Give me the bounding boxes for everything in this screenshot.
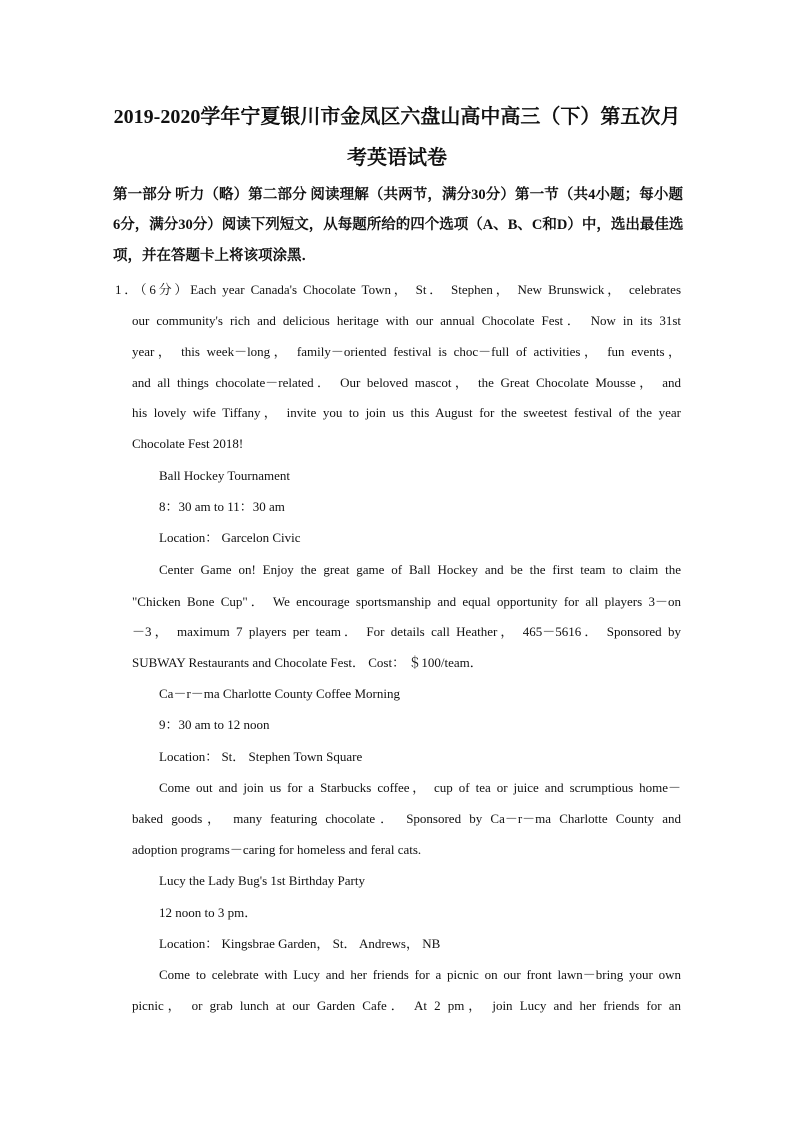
section-instruction-line: 项，并在答题卡上将该项涂黑．	[113, 248, 316, 264]
passage-line: baked goods， many featuring chocolate． Sponsored by Ca－r－ma Charlotte County and	[132, 811, 681, 826]
section-instruction-line: 第一部分 听力（略）第二部分 阅读理解（共两节，满分30分）第一节（共4小题；每小题	[113, 187, 683, 203]
event-location: Location： Kingsbrae Garden， St． Andrews， NB	[159, 936, 441, 951]
exam-title-line-2: 考英语试卷	[347, 147, 447, 169]
event-title: Lucy the Lady Bug's 1st Birthday Party	[159, 873, 365, 888]
event-location: Location： St． Stephen Town Square	[159, 749, 363, 764]
section-instruction-line: 6分，满分30分）阅读下列短文，从每题所给的四个选项（A、B、C和D）中，选出最佳选	[113, 217, 684, 233]
passage-line: Come out and join us for a Starbucks coffee， cup of tea or juice and scrumptious home－	[159, 780, 681, 795]
passage-line: －3， maximum 7 players per team． For details call Heather， 465－5616． Sponsored by	[132, 624, 681, 639]
event-time: 12 noon to 3 pm．	[159, 905, 258, 920]
passage-line: adoption programs－caring for homeless and feral cats.	[132, 842, 422, 857]
passage-line: and all things chocolate－related． Our beloved mascot， the Great Chocolate Mousse， and	[132, 375, 681, 390]
exam-title-line-1: 2019-2020学年宁夏银川市金凤区六盘山高中高三（下）第五次月	[113, 106, 681, 128]
passage-line: SUBWAY Restaurants and Chocolate Fest． Cost： ＄100/team．	[132, 655, 483, 670]
passage-line: Come to celebrate with Lucy and her friends for a picnic on our front lawn－bring your own	[159, 967, 681, 982]
passage-line: picnic， or grab lunch at our Garden Cafe． At 2 pm， join Lucy and her friends for an	[132, 998, 681, 1013]
event-location: Location： Garcelon Civic	[159, 530, 301, 545]
event-title: Ca－r－ma Charlotte County Coffee Morning	[159, 686, 400, 701]
passage-line: our community's rich and delicious heritage with our annual Chocolate Fest． Now in its 31st	[132, 313, 681, 328]
passage-line: his lovely wife Tiffany， invite you to join us this August for the sweetest festival of the year	[132, 405, 681, 420]
event-time: 9：30 am to 12 noon	[159, 717, 270, 732]
passage-line: Center Game on! Enjoy the great game of Ball Hockey and be the first team to claim the	[159, 562, 681, 577]
event-title: Ball Hockey Tournament	[159, 468, 290, 483]
passage-line: year， this week－long， family－oriented festival is choc－full of activities， fun events，	[132, 344, 681, 359]
passage-line: "Chicken Bone Cup"． We encourage sportsmanship and equal opportunity for all players 3－on	[132, 594, 681, 609]
passage-line: Chocolate Fest 2018!	[132, 436, 244, 451]
question-1-line: 1．（6分）Each year Canada's Chocolate Town， St． Stephen， New Brunswick， celebrates	[115, 282, 681, 297]
event-time: 8：30 am to 11：30 am	[159, 499, 285, 514]
